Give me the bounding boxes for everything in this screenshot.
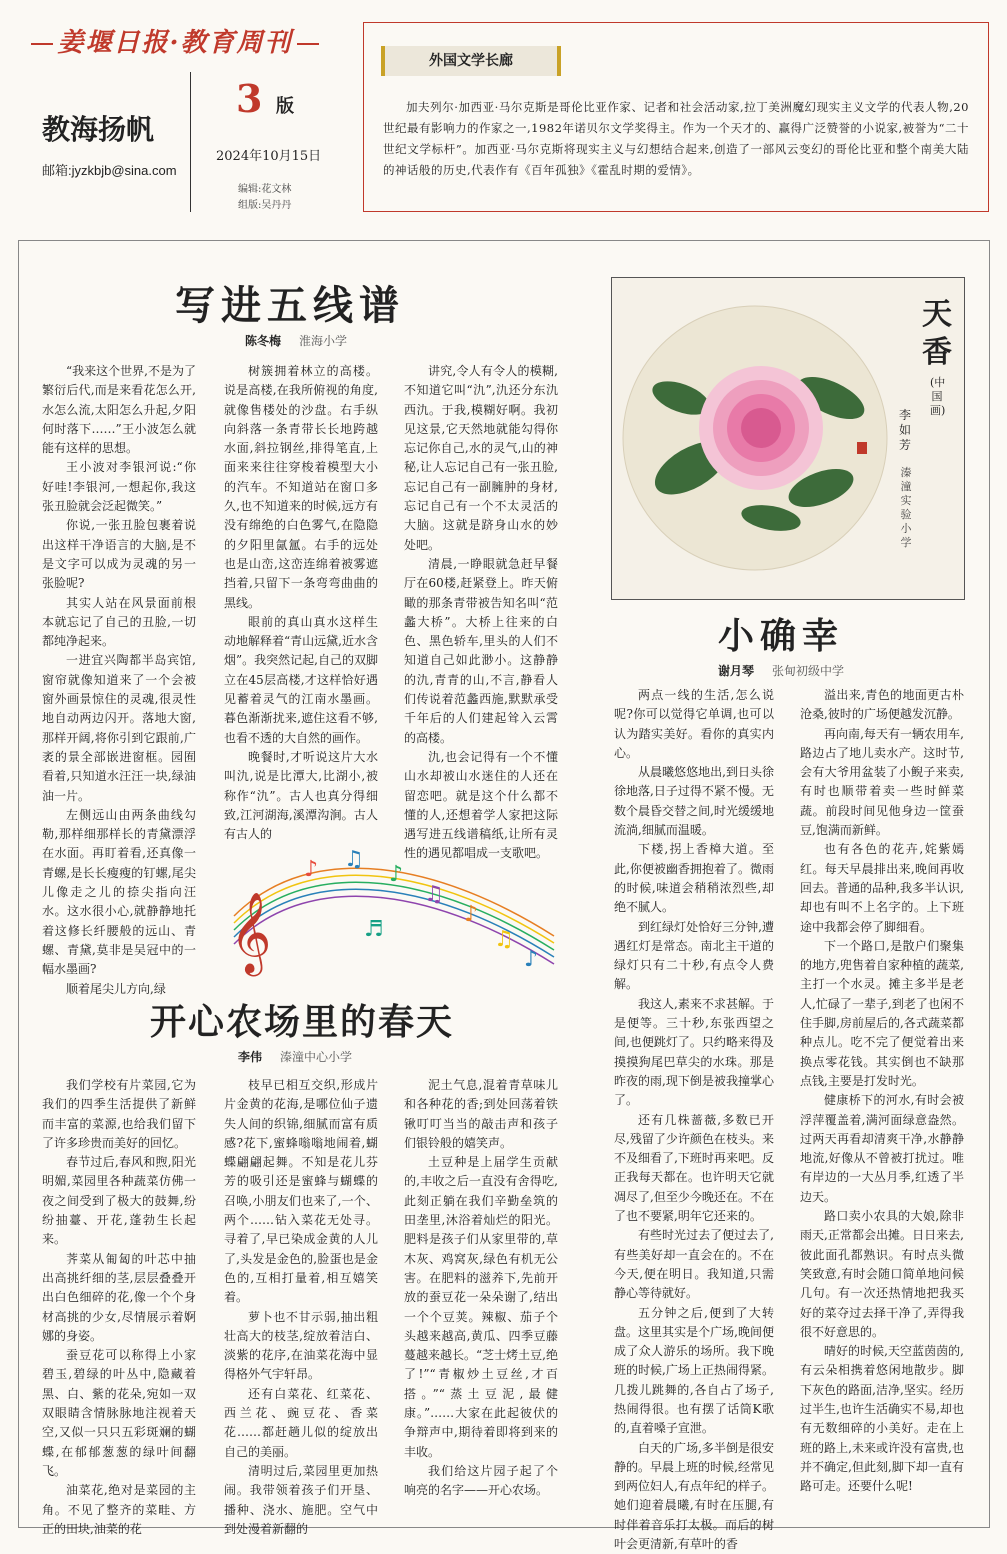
article1-school: 淮海小学 [299, 334, 348, 348]
paragraph: 晴好的时候,天空蓝茵茵的,有云朵相携着悠闲地散步。脚下灰色的路面,洁净,坚实。经历过半生,也许生活确实不易,却也有无数细碎的小美好。走在上班的路上,未来或许没有富贵,也并不确定,但此刻,脚下却一直有路可走。还要什么呢! [800, 1344, 964, 1494]
paragraph: 有些时光过去了便过去了,有些美好却一直会在的。不在今天,便在明日。我知道,只需静心等待就好。 [614, 1228, 774, 1301]
paragraph: 我们学校有片菜园,它为我们的四季生活提供了新鲜而丰富的菜源,也给我们留下了许多珍贵而美好的回忆。 [42, 1078, 196, 1150]
paragraph: 枝早已相互交织,形成片片金黄的花海,是哪位仙子遗失人间的织锦,细腻而富有质感?花下,蜜蜂嗡嗡地闹着,蝴蝶翩翩起舞。不知是花儿芬芳的吸引还是蜜蜂与蝴蝶的召唤,小朋友们也来了,一个、两个……钻入菜花无处寻。寻着了,早已染成金黄的人儿了,头发是金色的,脸蛋也是金色的,互相打量着,相互嬉笑着。 [224, 1078, 378, 1305]
svg-text:♫: ♫ [424, 882, 444, 907]
svg-text:♫: ♫ [494, 927, 514, 952]
paragraph: 下楼,拐上香樟大道。至此,你便被幽香拥抱着了。微雨的时候,味道会稍稍浓烈些,却绝不腻人。 [614, 842, 774, 915]
svg-text:♪: ♪ [524, 947, 539, 972]
paragraph: 我这人,素来不求甚解。于是便等。三十秒,东张西望之间,也便跳灯了。只约略来得及摸摸狗尾巴草尖的水珠。那是昨夜的雨,现下倒是被我撞掌心了。 [614, 996, 774, 1108]
paragraph: 两点一线的生活,怎么说呢?你可以觉得它单调,也可以认为踏实美好。看你的真实内心。 [614, 688, 774, 760]
paragraph: 路口卖小农具的大娘,除非雨天,正常都会出摊。日日来去,彼此面孔都熟识。有时点头微笑致意,有时会随口简单地问候几句。有一次还热情地把我买好的菜夺过去择干净了,弄得我很不好意思的。 [800, 1209, 964, 1339]
article1-author: 陈冬梅 [245, 334, 282, 348]
article2-byline [238, 1048, 352, 1065]
svg-text:𝄞: 𝄞 [230, 891, 272, 973]
article2-col2 [224, 1076, 378, 1536]
paragraph: 树簇拥着林立的高楼。说是高楼,在我所俯视的角度,就像售楼处的沙盘。右手纵向斜落一条青带长长地跨越水面,斜拉钢丝,排得笔直,上面来来往往穿梭着模型大小的汽车。不知道站在窗口多久,也不知道来的时候,远方有没有绵绝的白色雾气,在隐隐的夕阳里氤氲。右手的远处也是山峦,这峦连绵着被雾遮挡着,只留下一条弯弯曲曲的黑线。 [224, 364, 378, 610]
masthead-divider [190, 72, 191, 212]
article3-school: 张甸初级中学 [772, 664, 845, 678]
page-number: 3 [236, 76, 263, 121]
layout-credit: 组版:吴丹丹 [238, 200, 292, 211]
paragraph: 左侧远山由两条曲线勾勒,那样细那样长的青黛漂浮在水面。再盯着看,还真像一青螺,是长长瘦瘦的钉螺,尾尖儿像走之儿的捺尖指向汪水。这水很小心,就静静地托着这修长纤腰般的远山、青螺、青黛,莫非是吴冠中的一幅水墨画? [42, 807, 196, 977]
paragraph: 萝卜也不甘示弱,抽出粗壮高大的枝茎,绽放着洁白、淡紫的花序,在油菜花海中显得格外气宇轩昂。 [224, 1309, 378, 1382]
editor-credit: 编辑:花文林 [238, 184, 292, 195]
peony-painting [621, 288, 889, 588]
article2-col1 [42, 1076, 196, 1536]
paragraph: 到红绿灯处恰好三分钟,遭遇红灯是常态。南北主干道的绿灯只有二十秒,有点令人费解。 [614, 919, 774, 992]
staff-credits [238, 182, 291, 214]
article1-col2 [224, 362, 378, 842]
paragraph: 春节过后,春风和煦,阳光明媚,菜园里各种蔬菜仿佛一夜之间受到了极大的鼓舞,纷纷抽薹、开花,蓬勃生长起来。 [42, 1155, 196, 1247]
svg-text:♪: ♪ [464, 902, 479, 927]
issue-date: 2024年10月15日 [216, 149, 322, 164]
newspaper-name: 姜堰日报·教育周刊 [20, 22, 330, 59]
paragraph: 还有白菜花、红菜花、西兰花、豌豆花、香菜花……都赶趟儿似的绽放出自己的美丽。 [224, 1386, 378, 1459]
paragraph: 清明过后,菜园里更加热闹。我带领着孩子们开垦、播种、浇水、施肥。空气中到处漫着新翻的 [224, 1463, 378, 1536]
section-title: 教海扬帆 [42, 113, 155, 146]
article3-col1 [614, 686, 774, 1552]
article1-col1 [42, 362, 196, 996]
article3-author: 谢月琴 [718, 664, 755, 678]
paragraph: “我来这个世界,不是为了繁衍后代,而是来看花怎么开,水怎么流,太阳怎么升起,夕阳何时落下……”王小波怎么就能有这样的思想。 [42, 364, 196, 456]
article3-byline [718, 662, 844, 679]
paragraph: 眼前的真山真水这样生动地解释着“青山远黛,近水含烟”。我突然记起,自己的双脚立在45层高楼,才这样恰好遇见蓄着灵气的江南水墨画。暮色渐渐扰来,遮住这看不够,也看不透的大自然的画作。 [224, 614, 378, 745]
paragraph: 王小波对李银河说:“你好哇!李银河,一想起你,我这张丑脸就会泛起微笑。” [42, 460, 196, 514]
paragraph: 下一个路口,是散户们聚集的地方,兜售着自家种植的蔬菜,主打一个水灵。摊主多半是老人,忙碌了一辈子,到老了也闲不住手脚,房前屋后的,各式蔬菜都种点儿。吃不完了便觉着出来换点零花钱。其实倒也不缺那点钱,主要是打发时光。 [800, 938, 964, 1088]
paragraph: 荠菜从匍匐的叶芯中抽出高挑纤细的茎,层层叠叠开出白色细碎的花,像一个个身材高挑的少女,尽情展示着婀娜的身姿。 [42, 1251, 196, 1343]
paragraph: 一进宜兴陶都半岛宾馆,窗帘就像知道来了一个会被窗外画景惊住的灵魂,很灵性地自动两边闪开。落地大窗,那样开阔,将你引到它跟前,广袤的景全部嵌进窗框。园囿看着,只知道水汪汪一块,绿油油一片。 [42, 653, 196, 803]
paragraph: 油菜花,绝对是菜园的主角。不见了整齐的菜畦、方正的田块,油菜的花 [42, 1483, 196, 1536]
paragraph: 讲究,令人有令人的模糊,不知道它叫“氿”,氿还分东氿西氿。于我,模糊好啊。我初见这景,它天然地就能勾得你忘记你自己,水的灵气,山的神秘,让人忘记自己有一张丑脸,忘记自己有一副臃肿的身材,忘记自己有一个不太灵活的大脑。这就是跻身山水的妙处吧。 [404, 364, 558, 552]
article1-col3 [404, 362, 558, 861]
article1-title: 写进五线谱 [175, 282, 405, 329]
painting-title: 天香 [922, 297, 952, 370]
paragraph: 其实人站在风景面前根本就忘记了自己的丑脸,一切都纯净起来。 [42, 595, 196, 649]
paragraph: 还有几株蔷薇,多数已开尽,残留了少许颜色在枝头。来不及细看了,下班时再来吧。反正我每天都在。也许明天它就凋尽了,但至少今晚还在。不在了也不要紧,明年它还来的。 [614, 1112, 774, 1224]
article2-title: 开心农场里的春天 [150, 1001, 455, 1043]
article2-col3 [404, 1076, 558, 1516]
paragraph: 健康桥下的河水,有时会被浮萍覆盖着,满河面绿意盎然。过两天再看却清爽干净,水静静地流,好像从不曾被打扰过。唯有岸边的一大丛月季,红透了半边天。 [800, 1093, 964, 1204]
paragraph: 再向南,每天有一辆农用车,路边占了地儿卖水产。这时节,会有大爷用盆装了小鲵子来卖,有时也顺带着卖一些时鲜菜蔬。前段时间见他身边一筐蚕豆,饱满而新鲜。 [800, 726, 964, 838]
svg-text:♬: ♬ [364, 917, 384, 942]
svg-text:♫: ♫ [344, 847, 364, 872]
article3-col2 [800, 686, 964, 1516]
article1-byline [245, 332, 347, 349]
intro-tag: 外国文学长廊 [381, 46, 561, 76]
article3-title: 小确幸 [718, 615, 845, 657]
article2-author: 李伟 [238, 1050, 263, 1064]
paragraph: 也有各色的花卉,姹紫嫣红。每天早晨排出来,晚间再收回去。普通的品种,我多半认识,却也有叫不上名字的。上下班途中我都会停了脚细看。 [800, 842, 964, 934]
paragraph: 蚕豆花可以称得上小家碧玉,碧绿的叶丛中,隐藏着黑、白、紫的花朵,宛如一双双眼睛含情脉脉地注视着天空,又似一只只五彩斑斓的蝴蝶,在郁郁葱葱的绿叶间翻飞。 [42, 1348, 196, 1478]
svg-text:♪: ♪ [389, 862, 404, 887]
paragraph: 五分钟之后,便到了大转盘。这里其实是个广场,晚间便成了众人游乐的场所。我下晚班的时候,广场上正热闹得紧。几拨儿跳舞的,各自占了场子,热闹得很。也有摆了话筒K歌的,直着嗓子宣泄。 [614, 1305, 774, 1436]
paragraph: 泥土气息,混着青草味儿和各种花的香;到处回荡着铁锹叮叮当当的敲击声和孩子们银铃般的嬉笑声。 [404, 1078, 558, 1150]
painting-subtitle: (中国画) [930, 376, 946, 417]
paragraph: 溢出来,青色的地面更古朴沧桑,彼时的广场便越发沉静。 [800, 688, 964, 722]
intro-text: 加夫列尔·加西亚·马尔克斯是哥伦比亚作家、记者和社会活动家,拉丁美洲魔幻现实主义文学的代表人物,20世纪最有影响力的作家之一,1982年诺贝尔文学奖得主。作为一个天才的、赢得广泛赞誉的小说家,被誉为“二十世纪文学标杆”。加西亚·马尔克斯将现实主义与幻想结合起来,创造了一部风云变幻的哥伦比亚和整个南美大陆的神话般的历史,代表作有《百年孤独》《霍乱时期的爱情》。 [383, 100, 969, 177]
email-address: 邮箱:jyzkbjb@sina.com [42, 163, 177, 178]
paragraph: 你说,一张丑脸包裹着说出这样干净语言的大脑,是不是文字可以成为灵魂的另一张脸呢? [42, 518, 196, 591]
paragraph: 顺着尾尖儿方向,绿 [66, 981, 166, 996]
svg-text:♪: ♪ [304, 857, 319, 882]
page-suffix: 版 [276, 96, 294, 117]
paragraph: 晚餐时,才听说这片大水叫氿,说是比潭大,比湖小,被称作“氿”。古人也真分得细致,江河湖海,溪潭沟涧。古人有古人的 [224, 749, 378, 842]
paragraph: 白天的广场,多半倒是很安静的。早晨上班的时候,经常见到两位妇人,有点年纪的样子。她们迎着晨曦,有时在压腿,有时伴着音乐打太极。而后的树叶会更清新,有草叶的香 [614, 1440, 774, 1552]
painting-school: 溱潼实验小学 [900, 466, 912, 549]
music-staff-illustration [224, 826, 560, 986]
paragraph: 土豆种是上届学生贡献的,丰收之后一直没有舍得吃,此刻正躺在我们辛勤垒筑的田垄里,沐浴着灿烂的阳光。肥料是孩子们从家里带的,草木灰、鸡窝灰,绿色有机无公害。在肥料的滋养下,先前开放的蚕豆花一朵朵谢了,结出一个个豆荚。辣椒、茄子个头越来越高,黄瓜、四季豆藤蔓越来越长。“芝士烤土豆,绝了!”“青椒炒土豆丝,才百搭。”“蒸土豆泥,最健康。”……大家在此起彼伏的争辩声中,期待着即将到来的丰收。 [404, 1155, 558, 1459]
paragraph: 氿,也会记得有一个不懂山水却被山水迷住的人还在留恋吧。就是这个什么都不懂的人,还想着学人家把这际遇写进五线谱稿纸,让所有灵性的遇见都唱成一支歌吧。 [404, 749, 558, 861]
paragraph: 我们给这片园子起了个响亮的名字——开心农场。 [404, 1463, 558, 1498]
paragraph: 清晨,一睁眼就急赶早餐厅在60楼,赶紧登上。昨天俯瞰的那条青带被告知名叫“范蠡大桥”。大桥上往来的白色、黑色轿车,里头的人们不知道自己如此渺小。这静静的氿,青青的山,不言,静看人们传说着范蠡西施,默默承受千年后的人们建起耸入云霄的高楼。 [404, 556, 558, 745]
article2-school: 溱潼中心小学 [280, 1050, 353, 1064]
painting-author: 李如芳 [898, 408, 911, 452]
paragraph: 从晨曦悠悠地出,到日头徐徐地落,日子过得不紧不慢。无数个晨昏交替之间,时光缓缓地流淌,细腻而温暖。 [614, 765, 774, 838]
